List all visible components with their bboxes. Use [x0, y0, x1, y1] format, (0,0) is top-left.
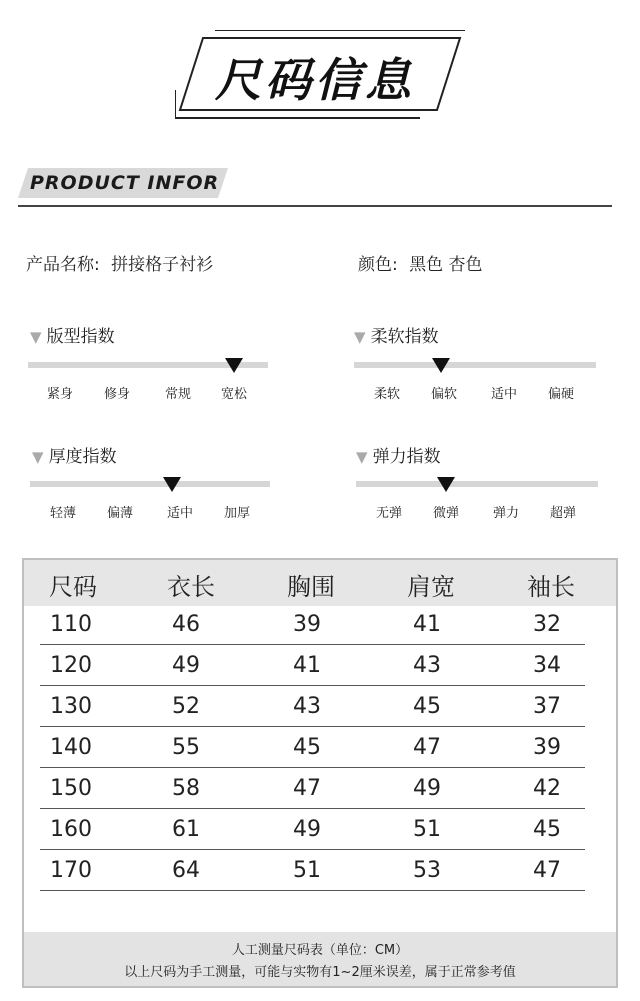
size-info-title-block: [175, 30, 465, 120]
softness-index-header: [354, 322, 439, 347]
table-cell: 32: [533, 612, 561, 637]
triangle-down-icon: ▼: [356, 448, 368, 466]
thickness-index-title: 厚度指数: [48, 447, 117, 467]
fit-level-4: 宽松: [220, 387, 247, 402]
fit-index-header: [30, 322, 115, 347]
table-cell: 37: [533, 694, 561, 719]
col-header-length: 衣长: [167, 573, 215, 601]
fit-level-1: 紧身: [46, 387, 73, 402]
elasticity-level-3: 弹力: [492, 506, 519, 521]
thickness-level-2: 偏薄: [106, 506, 133, 521]
product-name-label: 产品名称:: [26, 255, 100, 275]
table-cell: 45: [533, 817, 561, 842]
table-cell: 52: [172, 694, 200, 719]
table-cell: 47: [293, 776, 321, 801]
thickness-index-marker: [163, 477, 181, 492]
footnote-disclaimer: 以上尺码为手工测量，可能与实物有1~2厘米误差，属于正常参考值: [124, 965, 516, 980]
triangle-down-icon: ▼: [354, 328, 366, 346]
fit-index-title: 版型指数: [46, 327, 115, 347]
softness-level-3: 适中: [490, 387, 517, 402]
table-cell: 41: [293, 653, 321, 678]
table-cell: 34: [533, 653, 561, 678]
table-cell: 47: [533, 858, 561, 883]
table-cell: 120: [50, 653, 92, 678]
product-color-value: 黑色 杏色: [409, 255, 483, 275]
elasticity-level-2: 微弹: [432, 506, 459, 521]
table-cell: 61: [172, 817, 200, 842]
table-cell: 39: [293, 612, 321, 637]
table-cell: 160: [50, 817, 92, 842]
page-title: 尺码信息: [215, 53, 415, 107]
softness-index-marker: [432, 358, 450, 373]
row-divider: [40, 726, 585, 727]
elasticity-index-header: [356, 442, 441, 467]
row-divider: [40, 767, 585, 768]
table-cell: 43: [413, 653, 441, 678]
footnote-unit: 人工测量尺码表（单位：CM）: [231, 943, 409, 958]
col-header-chest: 胸围: [287, 573, 335, 601]
thickness-index-bar: [30, 481, 270, 487]
softness-level-2: 偏软: [430, 387, 457, 402]
row-divider: [40, 685, 585, 686]
table-cell: 53: [413, 858, 441, 883]
table-cell: 39: [533, 735, 561, 760]
row-divider: [40, 808, 585, 809]
product-color-row: [358, 250, 483, 275]
product-name-row: [26, 250, 213, 275]
col-header-shoulder: 肩宽: [407, 573, 455, 601]
table-cell: 150: [50, 776, 92, 801]
table-cell: 46: [172, 612, 200, 637]
row-divider: [40, 849, 585, 850]
thickness-level-3: 适中: [166, 506, 193, 521]
fit-level-2: 修身: [103, 387, 130, 402]
fit-index-marker: [225, 358, 243, 373]
thickness-level-4: 加厚: [223, 506, 250, 521]
table-cell: 41: [413, 612, 441, 637]
product-infor-band: [18, 168, 228, 198]
table-cell: 45: [413, 694, 441, 719]
table-cell: 49: [293, 817, 321, 842]
section-divider: [18, 205, 612, 207]
table-cell: 49: [413, 776, 441, 801]
triangle-down-icon: ▼: [32, 448, 44, 466]
elasticity-index-marker: [437, 477, 455, 492]
elasticity-level-1: 无弹: [375, 506, 402, 521]
table-cell: 110: [50, 612, 92, 637]
col-header-sleeve: 袖长: [527, 573, 575, 601]
table-cell: 45: [293, 735, 321, 760]
elasticity-index-title: 弹力指数: [372, 447, 441, 467]
fit-level-3: 常规: [164, 387, 191, 402]
triangle-down-icon: ▼: [30, 328, 42, 346]
product-name-value: 拼接格子衬衫: [111, 255, 214, 275]
table-cell: 64: [172, 858, 200, 883]
row-divider: [40, 644, 585, 645]
elasticity-level-4: 超弹: [549, 506, 576, 521]
thickness-index-header: [32, 442, 117, 467]
table-cell: 58: [172, 776, 200, 801]
row-divider: [40, 890, 585, 891]
table-cell: 43: [293, 694, 321, 719]
softness-index-title: 柔软指数: [370, 327, 439, 347]
thickness-level-1: 轻薄: [49, 506, 76, 521]
section-label: PRODUCT INFOR: [30, 172, 220, 194]
product-color-label: 颜色:: [358, 255, 398, 275]
table-cell: 42: [533, 776, 561, 801]
elasticity-index-bar: [356, 481, 598, 487]
table-cell: 130: [50, 694, 92, 719]
table-cell: 51: [413, 817, 441, 842]
col-header-size: 尺码: [49, 573, 97, 601]
table-cell: 170: [50, 858, 92, 883]
table-cell: 47: [413, 735, 441, 760]
table-cell: 140: [50, 735, 92, 760]
softness-index-bar: [354, 362, 596, 368]
table-cell: 49: [172, 653, 200, 678]
table-cell: 55: [172, 735, 200, 760]
softness-level-1: 柔软: [373, 387, 400, 402]
table-cell: 51: [293, 858, 321, 883]
softness-level-4: 偏硬: [547, 387, 574, 402]
